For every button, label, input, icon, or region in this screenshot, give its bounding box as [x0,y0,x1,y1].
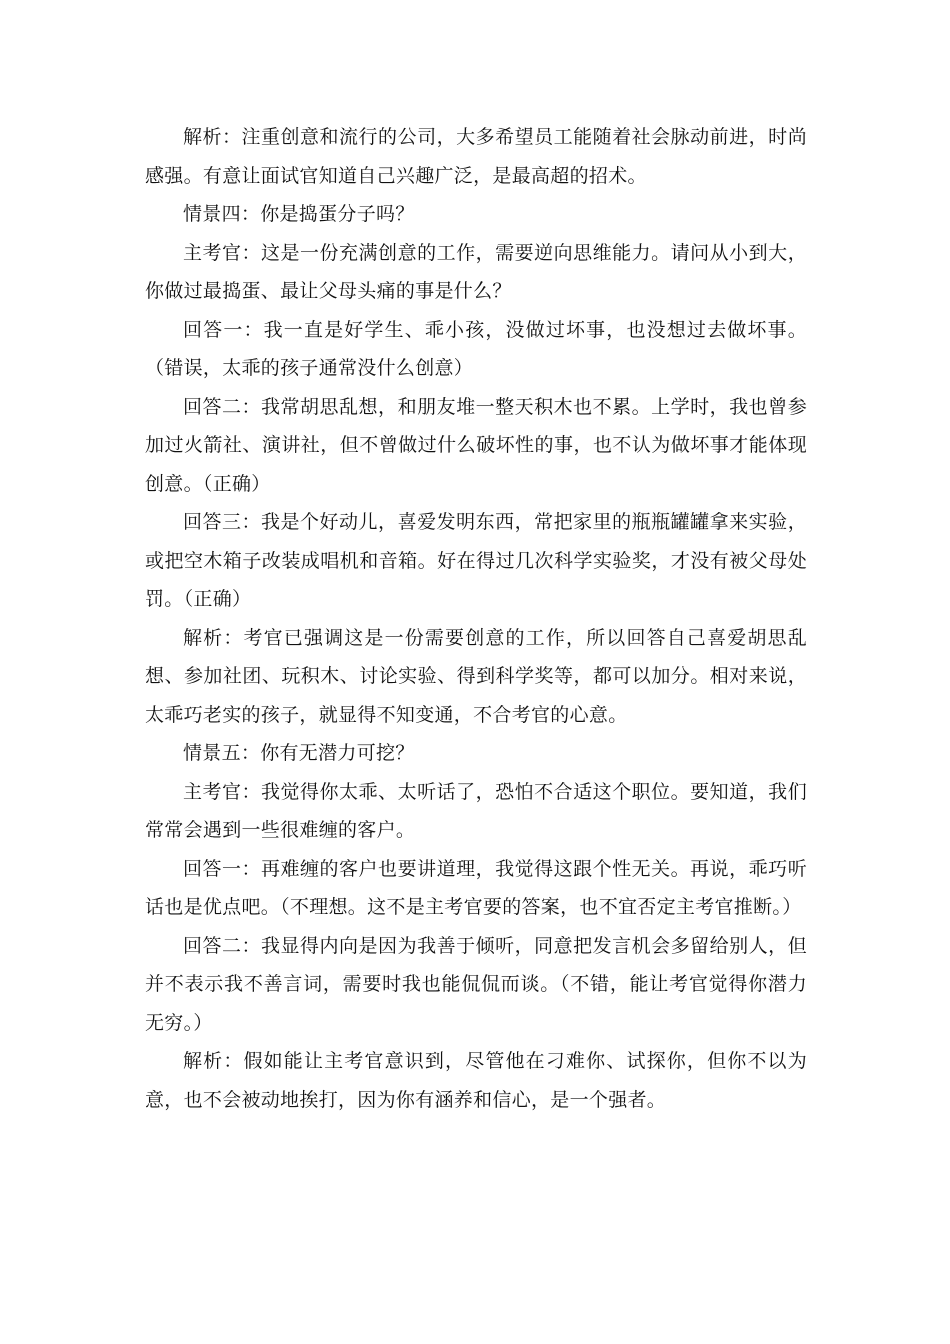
answer-paragraph: 回答二：我显得内向是因为我善于倾听，同意把发言机会多留给别人，但并不表示我不善言词，需要时我也能侃侃而谈。（不错，能让考官觉得你潜力无穷。） [145,934,807,1034]
analysis-paragraph: 解析：考官已强调这是一份需要创意的工作，所以回答自己喜爱胡思乱想、参加社团、玩积木、讨论实验、得到科学奖等，都可以加分。相对来说，太乖巧老实的孩子，就显得不知变通，不合考官的心意。 [145,626,807,726]
examiner-question: 主考官：我觉得你太乖、太听话了，恐怕不合适这个职位。要知道，我们常常会遇到一些很难缠的客户。 [145,780,807,841]
scenario-heading: 情景四：你是捣蛋分子吗？ [183,203,415,225]
scenario-heading: 情景五：你有无潜力可挖？ [183,742,415,764]
answer-paragraph: 回答一：再难缠的客户也要讲道理，我觉得这跟个性无关。再说，乖巧听话也是优点吧。（不理想。这不是主考官要的答案，也不宜否定主考官推断。） [145,857,807,918]
analysis-paragraph: 解析：假如能让主考官意识到，尽管他在刁难你、试探你，但你不以为意，也不会被动地挨打，因为你有涵养和信心，是一个强者。 [145,1050,807,1111]
analysis-paragraph: 解析：注重创意和流行的公司，大多希望员工能随着社会脉动前进，时尚感强。有意让面试官知道自己兴趣广泛，是最高超的招术。 [145,126,807,187]
answer-paragraph: 回答二：我常胡思乱想，和朋友堆一整天积木也不累。上学时，我也曾参加过火箭社、演讲社，但不曾做过什么破坏性的事，也不认为做坏事才能体现创意。（正确） [145,395,807,495]
document-body [145,118,807,1119]
examiner-question: 主考官：这是一份充满创意的工作，需要逆向思维能力。请问从小到大，你做过最捣蛋、最让父母头痛的事是什么？ [145,241,807,302]
answer-paragraph: 回答一：我一直是好学生、乖小孩，没做过坏事，也没想过去做坏事。（错误，太乖的孩子通常没什么创意） [145,318,807,379]
answer-paragraph: 回答三：我是个好动儿，喜爱发明东西，常把家里的瓶瓶罐罐拿来实验，或把空木箱子改装成唱机和音箱。好在得过几次科学实验奖，才没有被父母处罚。（正确） [145,511,807,610]
